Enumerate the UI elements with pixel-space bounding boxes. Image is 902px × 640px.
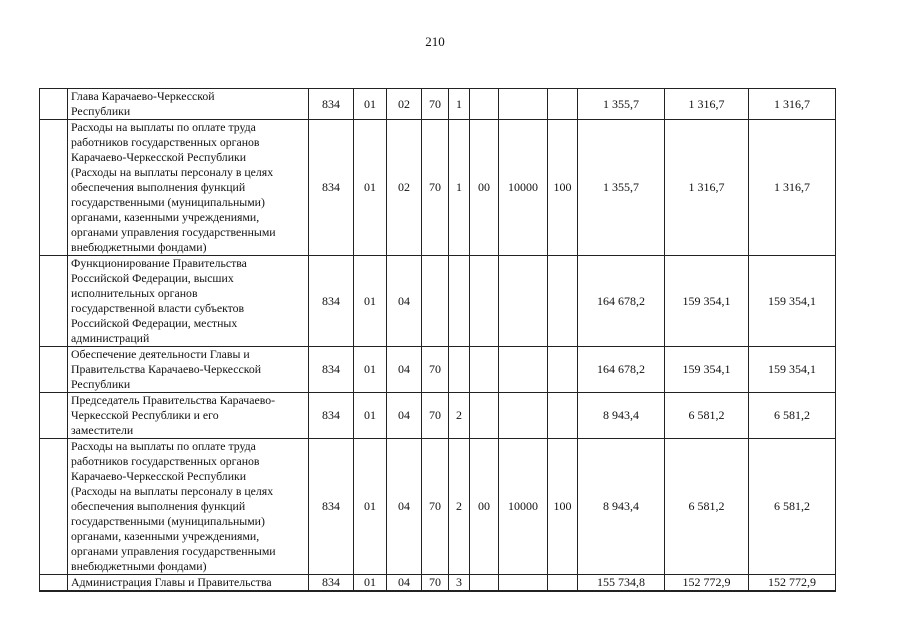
amount-2019-cell: 6 581,2 bbox=[665, 439, 749, 575]
subsection-cell: 04 bbox=[387, 575, 422, 592]
expense-type-cell bbox=[548, 393, 578, 439]
program-cell: 70 bbox=[422, 120, 449, 256]
admin-code-cell: 834 bbox=[309, 575, 354, 592]
main-event-cell bbox=[470, 575, 499, 592]
expense-type-cell: 100 bbox=[548, 439, 578, 575]
section-cell: 01 bbox=[354, 347, 387, 393]
number-cell bbox=[40, 347, 68, 393]
amount-2018-cell: 1 355,7 bbox=[578, 89, 665, 120]
subprogram-cell: 1 bbox=[449, 89, 470, 120]
item-name-cell: Функционирование Правительства Российской Федерации, высших исполнительных органов государственной власти субъектов Российской Федерации, местных администраций bbox=[68, 256, 309, 347]
subsection-cell: 04 bbox=[387, 393, 422, 439]
number-cell bbox=[40, 89, 68, 120]
amount-2019-cell: 159 354,1 bbox=[665, 256, 749, 347]
direction-cell bbox=[499, 347, 548, 393]
amount-2020-cell: 159 354,1 bbox=[749, 256, 836, 347]
program-cell bbox=[422, 256, 449, 347]
table-row bbox=[40, 575, 836, 592]
amount-2019-cell: 1 316,7 bbox=[665, 120, 749, 256]
expense-type-cell bbox=[548, 575, 578, 592]
expense-type-cell bbox=[548, 89, 578, 120]
number-cell bbox=[40, 256, 68, 347]
main-event-cell bbox=[470, 393, 499, 439]
section-cell: 01 bbox=[354, 439, 387, 575]
main-event-cell: 00 bbox=[470, 120, 499, 256]
amount-2018-cell: 164 678,2 bbox=[578, 347, 665, 393]
amount-2020-cell: 159 354,1 bbox=[749, 347, 836, 393]
direction-cell: 10000 bbox=[499, 120, 548, 256]
section-cell: 01 bbox=[354, 256, 387, 347]
direction-cell bbox=[499, 575, 548, 592]
amount-2018-cell: 164 678,2 bbox=[578, 256, 665, 347]
subsection-cell: 02 bbox=[387, 89, 422, 120]
main-event-cell bbox=[470, 89, 499, 120]
section-cell: 01 bbox=[354, 575, 387, 592]
direction-cell: 10000 bbox=[499, 439, 548, 575]
admin-code-cell: 834 bbox=[309, 120, 354, 256]
subprogram-cell: 2 bbox=[449, 393, 470, 439]
main-event-cell: 00 bbox=[470, 439, 499, 575]
amount-2019-cell: 1 316,7 bbox=[665, 89, 749, 120]
table-row bbox=[40, 393, 836, 439]
amount-2018-cell: 8 943,4 bbox=[578, 393, 665, 439]
amount-2020-cell: 152 772,9 bbox=[749, 575, 836, 592]
program-cell: 70 bbox=[422, 89, 449, 120]
amount-2019-cell: 6 581,2 bbox=[665, 393, 749, 439]
item-name-cell: Председатель Правительства Карачаево- Черкесской Республики и его заместители bbox=[68, 393, 309, 439]
section-cell: 01 bbox=[354, 89, 387, 120]
admin-code-cell: 834 bbox=[309, 256, 354, 347]
amount-2020-cell: 6 581,2 bbox=[749, 393, 836, 439]
table-row bbox=[40, 89, 836, 120]
admin-code-cell: 834 bbox=[309, 439, 354, 575]
admin-code-cell: 834 bbox=[309, 347, 354, 393]
amount-2020-cell: 1 316,7 bbox=[749, 89, 836, 120]
amount-2018-cell: 155 734,8 bbox=[578, 575, 665, 592]
item-name-cell: Администрация Главы и Правительства bbox=[68, 575, 309, 592]
table-row bbox=[40, 347, 836, 393]
amount-2018-cell: 1 355,7 bbox=[578, 120, 665, 256]
subsection-cell: 04 bbox=[387, 347, 422, 393]
direction-cell bbox=[499, 256, 548, 347]
amount-2019-cell: 159 354,1 bbox=[665, 347, 749, 393]
subsection-cell: 04 bbox=[387, 439, 422, 575]
section-cell: 01 bbox=[354, 393, 387, 439]
number-cell bbox=[40, 120, 68, 256]
program-cell: 70 bbox=[422, 439, 449, 575]
subsection-cell: 02 bbox=[387, 120, 422, 256]
subsection-cell: 04 bbox=[387, 256, 422, 347]
expense-type-cell bbox=[548, 256, 578, 347]
number-cell bbox=[40, 393, 68, 439]
item-name-cell: Глава Карачаево-Черкесской Республики bbox=[68, 89, 309, 120]
amount-2020-cell: 1 316,7 bbox=[749, 120, 836, 256]
table-row bbox=[40, 439, 836, 575]
program-cell: 70 bbox=[422, 393, 449, 439]
subprogram-cell bbox=[449, 347, 470, 393]
budget-table bbox=[39, 88, 836, 592]
number-cell bbox=[40, 439, 68, 575]
number-cell bbox=[40, 575, 68, 592]
expense-type-cell bbox=[548, 347, 578, 393]
page-number: 210 bbox=[425, 34, 445, 49]
subprogram-cell bbox=[449, 256, 470, 347]
admin-code-cell: 834 bbox=[309, 89, 354, 120]
table-row bbox=[40, 256, 836, 347]
item-name-cell: Расходы на выплаты по оплате труда работников государственных органов Карачаево-Черкесской Республики (Расходы на выплаты персоналу в целях обеспечения выполнения функций государственными (муниципальными) органами, казенными учреждениями, органами управления государственными внебюджетными фондами) bbox=[68, 439, 309, 575]
program-cell: 70 bbox=[422, 575, 449, 592]
subprogram-cell: 2 bbox=[449, 439, 470, 575]
direction-cell bbox=[499, 393, 548, 439]
amount-2018-cell: 8 943,4 bbox=[578, 439, 665, 575]
amount-2019-cell: 152 772,9 bbox=[665, 575, 749, 592]
main-event-cell bbox=[470, 256, 499, 347]
subprogram-cell: 1 bbox=[449, 120, 470, 256]
table-row bbox=[40, 120, 836, 256]
amount-2020-cell: 6 581,2 bbox=[749, 439, 836, 575]
main-event-cell bbox=[470, 347, 499, 393]
item-name-cell: Расходы на выплаты по оплате труда работников государственных органов Карачаево-Черкесской Республики (Расходы на выплаты персоналу в целях обеспечения выполнения функций государственными (муниципальными) органами, казенными учреждениями, органами управления государственными внебюджетными фондами) bbox=[68, 120, 309, 256]
direction-cell bbox=[499, 89, 548, 120]
expense-type-cell: 100 bbox=[548, 120, 578, 256]
item-name-cell: Обеспечение деятельности Главы и Правительства Карачаево-Черкесской Республики bbox=[68, 347, 309, 393]
admin-code-cell: 834 bbox=[309, 393, 354, 439]
budget-table-body bbox=[40, 89, 836, 592]
subprogram-cell: 3 bbox=[449, 575, 470, 592]
section-cell: 01 bbox=[354, 120, 387, 256]
program-cell: 70 bbox=[422, 347, 449, 393]
